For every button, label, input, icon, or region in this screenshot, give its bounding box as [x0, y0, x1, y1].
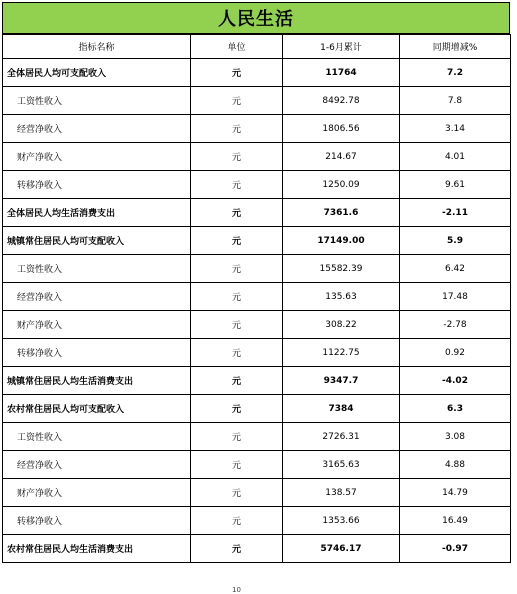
- table-row: [3, 59, 511, 87]
- row-value: 7384: [283, 395, 400, 423]
- row-unit: 元: [191, 171, 283, 199]
- row-name: 经营净收入: [3, 451, 191, 479]
- row-name: 经营净收入: [3, 115, 191, 143]
- header-change: 同期增减%: [400, 35, 511, 59]
- row-rate: 7.8: [400, 87, 511, 115]
- row-value: 1122.75: [283, 339, 400, 367]
- row-rate: 17.48: [400, 283, 511, 311]
- header-unit: 单位: [191, 35, 283, 59]
- row-rate: 3.08: [400, 423, 511, 451]
- row-unit: 元: [191, 87, 283, 115]
- row-value: 9347.7: [283, 367, 400, 395]
- table-row: [3, 199, 511, 227]
- row-unit: 元: [191, 395, 283, 423]
- table-row: [3, 395, 511, 423]
- row-name: 财产净收入: [3, 311, 191, 339]
- table-row: [3, 143, 511, 171]
- row-name: 财产净收入: [3, 479, 191, 507]
- header-row: [3, 35, 511, 59]
- header-cumulative: 1-6月累计: [283, 35, 400, 59]
- row-unit: 元: [191, 59, 283, 87]
- table-title: 人民生活: [2, 2, 510, 34]
- table-row: [3, 283, 511, 311]
- row-value: 11764: [283, 59, 400, 87]
- table-row: [3, 115, 511, 143]
- row-unit: 元: [191, 255, 283, 283]
- row-name: 城镇常住居民人均可支配收入: [3, 227, 191, 255]
- table-body: [3, 59, 511, 563]
- row-rate: 0.92: [400, 339, 511, 367]
- row-unit: 元: [191, 423, 283, 451]
- row-rate: 3.14: [400, 115, 511, 143]
- row-value: 138.57: [283, 479, 400, 507]
- table-row: [3, 87, 511, 115]
- row-unit: 元: [191, 227, 283, 255]
- row-unit: 元: [191, 367, 283, 395]
- row-unit: 元: [191, 479, 283, 507]
- row-name: 全体居民人均生活消费支出: [3, 199, 191, 227]
- row-value: 135.63: [283, 283, 400, 311]
- table-row: [3, 171, 511, 199]
- row-rate: 6.42: [400, 255, 511, 283]
- row-value: 7361.6: [283, 199, 400, 227]
- table-row: [3, 367, 511, 395]
- row-rate: -2.11: [400, 199, 511, 227]
- row-name: 农村常住居民人均可支配收入: [3, 395, 191, 423]
- row-rate: 4.01: [400, 143, 511, 171]
- row-rate: 16.49: [400, 507, 511, 535]
- row-name: 经营净收入: [3, 283, 191, 311]
- row-value: 1353.66: [283, 507, 400, 535]
- row-name: 工资性收入: [3, 255, 191, 283]
- row-value: 308.22: [283, 311, 400, 339]
- row-rate: -0.97: [400, 535, 511, 563]
- table-row: [3, 339, 511, 367]
- row-name: 转移净收入: [3, 339, 191, 367]
- row-value: 3165.63: [283, 451, 400, 479]
- row-rate: 9.61: [400, 171, 511, 199]
- row-unit: 元: [191, 311, 283, 339]
- table-row: [3, 451, 511, 479]
- row-name: 工资性收入: [3, 423, 191, 451]
- row-unit: 元: [191, 507, 283, 535]
- row-rate: 5.9: [400, 227, 511, 255]
- row-value: 15582.39: [283, 255, 400, 283]
- row-rate: 6.3: [400, 395, 511, 423]
- row-unit: 元: [191, 535, 283, 563]
- row-name: 农村常住居民人均生活消费支出: [3, 535, 191, 563]
- table-row: [3, 423, 511, 451]
- row-name: 城镇常住居民人均生活消费支出: [3, 367, 191, 395]
- row-value: 1250.09: [283, 171, 400, 199]
- row-unit: 元: [191, 339, 283, 367]
- row-value: 1806.56: [283, 115, 400, 143]
- table-row: [3, 227, 511, 255]
- stats-sheet: [2, 2, 510, 563]
- table-row: [3, 311, 511, 339]
- row-unit: 元: [191, 283, 283, 311]
- row-name: 全体居民人均可支配收入: [3, 59, 191, 87]
- row-rate: -2.78: [400, 311, 511, 339]
- table-row: [3, 255, 511, 283]
- row-unit: 元: [191, 199, 283, 227]
- row-rate: 7.2: [400, 59, 511, 87]
- row-value: 5746.17: [283, 535, 400, 563]
- page-number: 10: [232, 586, 241, 594]
- header-indicator: 指标名称: [3, 35, 191, 59]
- row-name: 工资性收入: [3, 87, 191, 115]
- table-row: [3, 507, 511, 535]
- row-name: 财产净收入: [3, 143, 191, 171]
- row-rate: -4.02: [400, 367, 511, 395]
- table-row: [3, 479, 511, 507]
- row-value: 8492.78: [283, 87, 400, 115]
- row-value: 2726.31: [283, 423, 400, 451]
- row-unit: 元: [191, 451, 283, 479]
- row-name: 转移净收入: [3, 507, 191, 535]
- row-rate: 14.79: [400, 479, 511, 507]
- row-value: 214.67: [283, 143, 400, 171]
- row-value: 17149.00: [283, 227, 400, 255]
- row-unit: 元: [191, 115, 283, 143]
- table-row: [3, 535, 511, 563]
- row-rate: 4.88: [400, 451, 511, 479]
- row-unit: 元: [191, 143, 283, 171]
- people-life-table: [2, 34, 511, 563]
- row-name: 转移净收入: [3, 171, 191, 199]
